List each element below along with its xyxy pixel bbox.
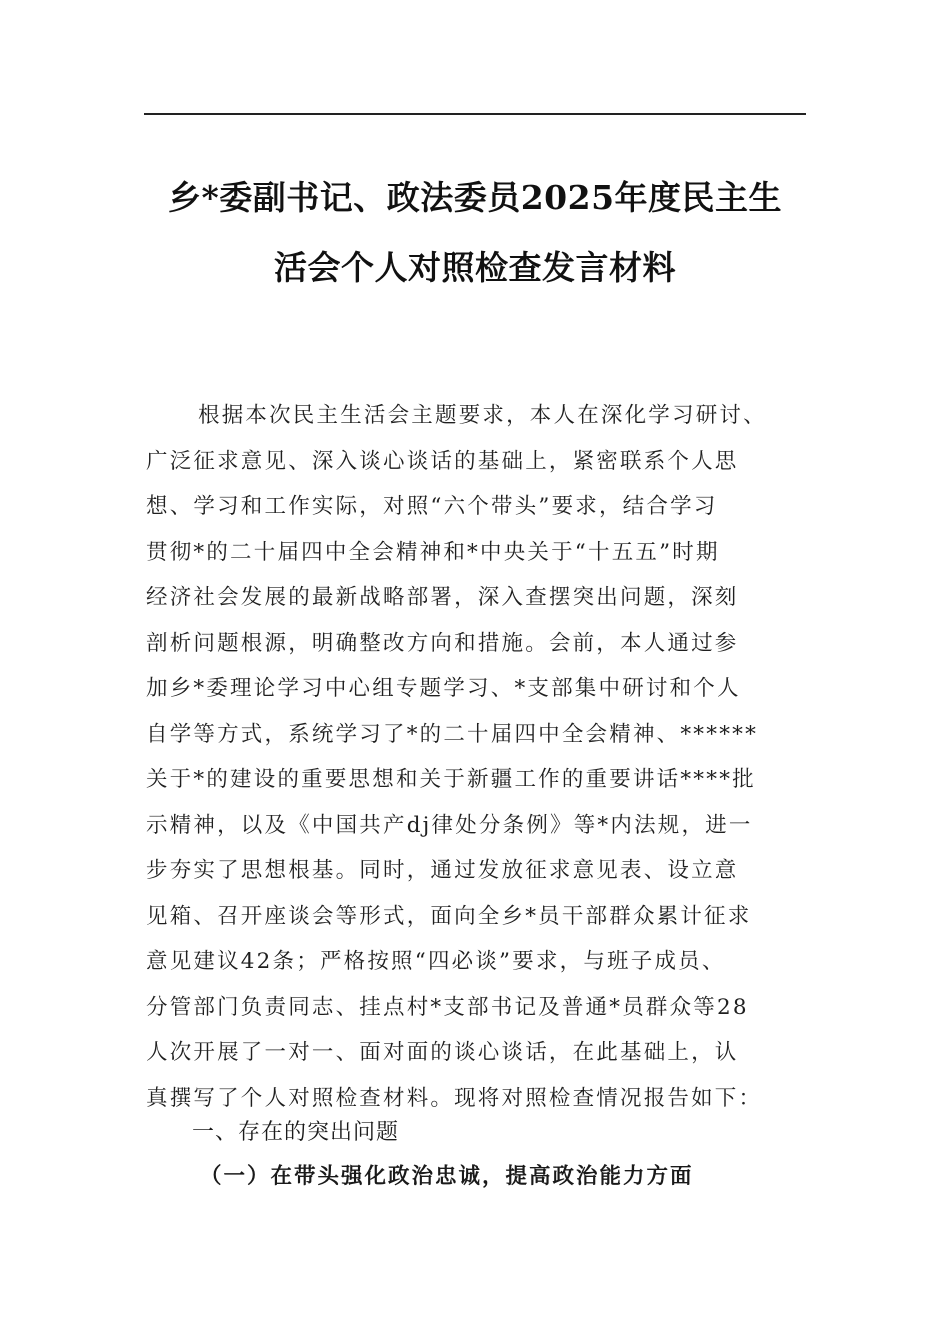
paragraph-line: 意见建议42条；严格按照“四必谈”要求，与班子成员、 [146, 949, 726, 974]
document-title [120, 163, 830, 303]
paragraph-line: 分管部门负责同志、挂点村*支部书记及普通*员群众等28 [146, 994, 749, 1020]
paragraph-line: 人次开展了一对一、面对面的谈心谈话，在此基础上，认 [146, 1040, 739, 1065]
header-rule [144, 113, 806, 115]
paragraph-line: 加乡*委理论学习中心组专题学习、*支部集中研讨和个人 [146, 676, 741, 701]
paragraph-line: 想、学习和工作实际，对照“六个带头”要求，结合学习 [146, 494, 718, 519]
paragraph-line: 步夯实了思想根基。同时，通过发放征求意见表、设立意 [146, 858, 739, 883]
title-line-2: 活会个人对照检查发言材料 [274, 248, 676, 287]
subsection-heading: （一）在带头强化政治忠诚，提高政治能力方面 [200, 1164, 694, 1189]
paragraph-line: 贯彻*的二十届四中全会精神和*中央关于“十五五”时期 [146, 539, 720, 565]
title-line-1: 乡*委副书记、政法委员2025年度民主生 [167, 178, 783, 217]
paragraph-line: 根据本次民主生活会主题要求，本人在深化学习研讨、 [198, 403, 767, 428]
paragraph-line: 剖析问题根源，明确整改方向和措施。会前，本人通过参 [146, 630, 739, 656]
paragraph-line: 关于*的建设的重要思想和关于新疆工作的重要讲话****批 [146, 767, 756, 792]
paragraph-line: 见箱、召开座谈会等形式，面向全乡*员干部群众累计征求 [146, 903, 752, 929]
paragraph-line: 经济社会发展的最新战略部署，深入查摆突出问题，深刻 [146, 585, 739, 610]
paragraph-line: 广泛征求意见、深入谈心谈话的基础上，紧密联系个人思 [146, 448, 739, 474]
intro-paragraph [146, 393, 826, 1121]
section-heading: 一、存在的突出问题 [192, 1120, 400, 1145]
paragraph-line: 示精神，以及《中国共产dj律处分条例》等*内法规，进一 [146, 812, 753, 838]
paragraph-line: 自学等方式，系统学习了*的二十届四中全会精神、****** [146, 721, 759, 747]
paragraph-line: 真撰写了个人对照检查材料。现将对照检查情况报告如下： [146, 1085, 763, 1111]
